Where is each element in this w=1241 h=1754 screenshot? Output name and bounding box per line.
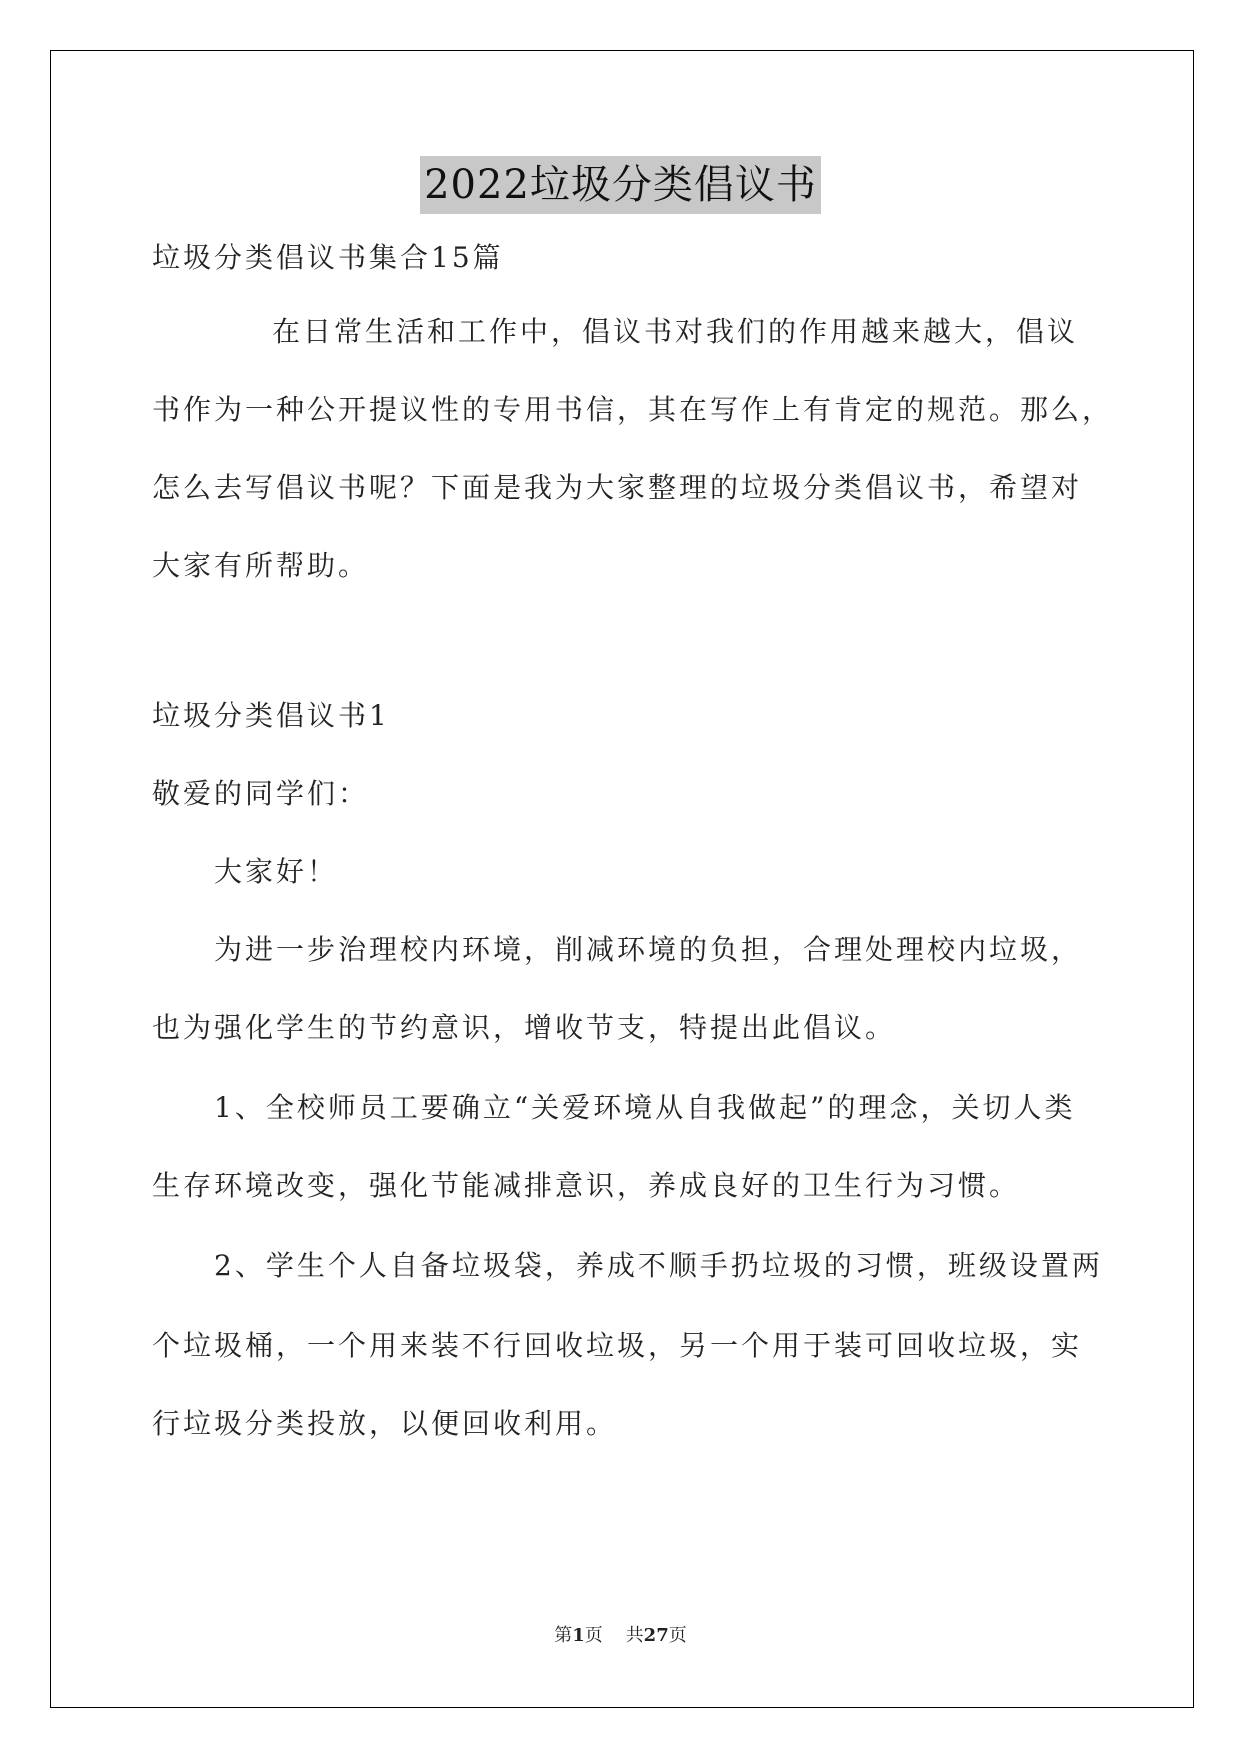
document-title: 2022垃圾分类倡议书 bbox=[420, 156, 821, 214]
subtitle: 垃圾分类倡议书集合15篇 bbox=[152, 241, 504, 274]
title-wrap bbox=[0, 156, 1241, 214]
paragraph-line: 书作为一种公开提议性的专用书信，其在写作上有肯定的规范。那么， bbox=[152, 393, 1114, 426]
paragraph-line: 大家有所帮助。 bbox=[152, 549, 370, 582]
paragraph-line: 为进一步治理校内环境，削减环境的负担，合理处理校内垃圾， bbox=[214, 933, 1083, 966]
page-footer bbox=[0, 1624, 1241, 1648]
paragraph-line: 也为强化学生的节约意识，增收节支，特提出此倡议。 bbox=[152, 1011, 897, 1044]
paragraph-line: 在日常生活和工作中，倡议书对我们的作用越来越大，倡议 bbox=[272, 315, 1079, 348]
list-item-line: 生存环境改变，强化节能减排意识，养成良好的卫生行为习惯。 bbox=[152, 1169, 1021, 1202]
list-item-line: 1、全校师员工要确立“关爱环境从自我做起”的理念，关切人类 bbox=[214, 1091, 1076, 1124]
footer-total-prefix: 共 bbox=[625, 1625, 644, 1646]
list-item-line: 个垃圾桶，一个用来装不行回收垃圾，另一个用于装可回收垃圾，实 bbox=[152, 1329, 1083, 1362]
list-item-line: 行垃圾分类投放，以便回收利用。 bbox=[152, 1407, 618, 1440]
greeting: 大家好！ bbox=[214, 855, 339, 888]
footer-page-suffix: 页 bbox=[584, 1625, 603, 1646]
paragraph-line: 怎么去写倡议书呢？下面是我为大家整理的垃圾分类倡议书，希望对 bbox=[152, 471, 1083, 504]
list-item-line: 2、学生个人自备垃圾袋，养成不顺手扔垃圾的习惯，班级设置两 bbox=[214, 1249, 1103, 1282]
footer-page-number: 1 bbox=[572, 1625, 585, 1646]
footer-total-pages: 27 bbox=[643, 1625, 669, 1646]
footer-total-suffix: 页 bbox=[668, 1625, 687, 1646]
section-heading: 垃圾分类倡议书1 bbox=[152, 699, 390, 732]
footer-page-prefix: 第 bbox=[554, 1625, 573, 1646]
salutation: 敬爱的同学们： bbox=[152, 777, 370, 810]
